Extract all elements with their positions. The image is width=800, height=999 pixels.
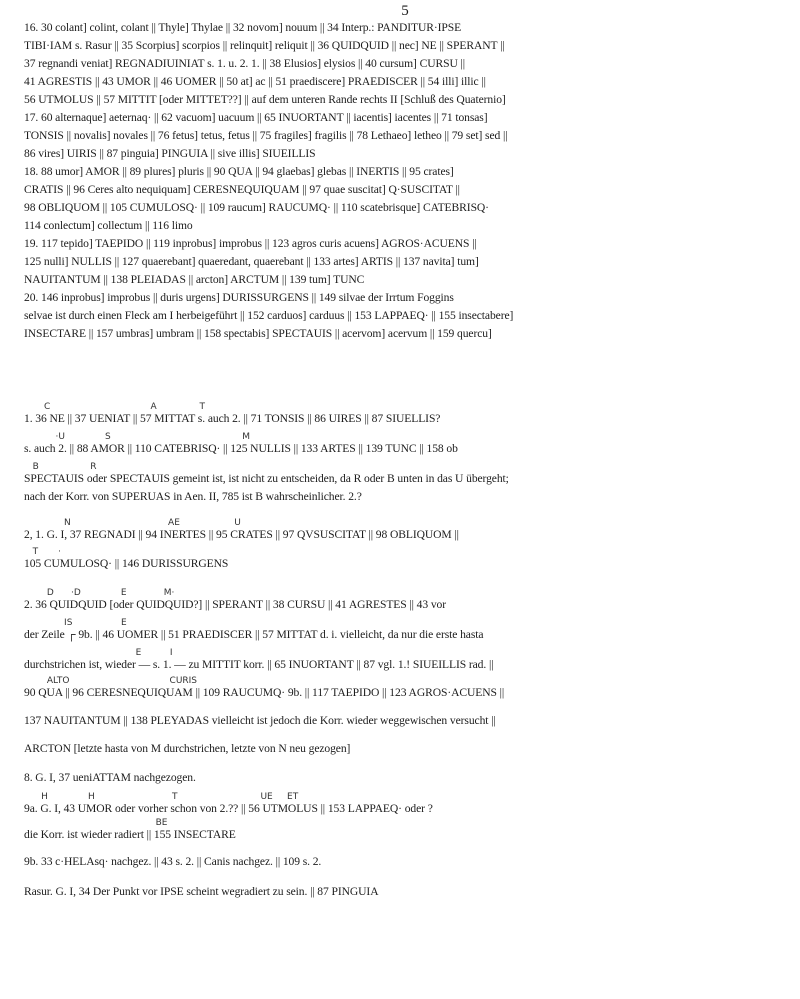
- apparatus-line: 1. 36 NE || 37 UENIAT || 57 MITTAT s. auch 2. || 71 TONSIS || 86 UIRES || 87 SIUELLIS?: [24, 412, 441, 425]
- apparatus-line: TONSIS || novalis] novales || 76 fetus] tetus, fetus || 75 fragiles] fragilis || 78 Lethaeo] letheo || 79 set] sed ||: [24, 129, 508, 142]
- apparatus-line: durchstrichen ist, wieder — s. 1. — zu MITTIT korr. || 65 INUORTANT || 87 vgl. 1.! SIUEILLIS rad. ||: [24, 658, 494, 671]
- apparatus-line: 2, 1. G. I, 37 REGNADI || 94 INERTES || 95 CRATES || 97 QVSUSCITAT || 98 OBLIQUOM ||: [24, 528, 459, 541]
- apparatus-line: ARCTON [letzte hasta von M durchstrichen, letzte von N neu gezogen]: [24, 742, 351, 755]
- apparatus-line: 137 NAUITANTUM || 138 PLEYADAS vielleicht ist jedoch die Korr. wieder weggewischen versucht ||: [24, 714, 496, 727]
- page: [24, 0, 786, 999]
- superscript-correction: C A T: [24, 402, 206, 412]
- apparatus-line: 41 AGRESTIS || 43 UMOR || 46 UOMER || 50 at] ac || 51 praediscere] PRAEDISCER || 54 illi] illic ||: [24, 75, 486, 88]
- apparatus-line: Rasur. G. I, 34 Der Punkt vor IPSE scheint wegradiert zu sein. || 87 PINGUIA: [24, 885, 379, 898]
- apparatus-line: 90 QUA || 96 CERESNEQUIQUAM || 109 RAUCUMQ· 9b. || 117 TAEPIDO || 123 AGROS·ACUENS ||: [24, 686, 505, 699]
- apparatus-line: 98 OBLIQUOM || 105 CUMULOSQ· || 109 raucum] RAUCUMQ· || 110 scatebrisque] CATEBRISQ·: [24, 201, 489, 214]
- apparatus-line: TIBI·IAM s. Rasur || 35 Scorpius] scorpios || relinquit] reliquit || 36 QUIDQUID || nec] NE || SPERANT ||: [24, 39, 505, 52]
- superscript-correction: T ·: [24, 547, 61, 557]
- superscript-correction: IS E: [24, 618, 127, 628]
- apparatus-line: 20. 146 inprobus] improbus || duris urgens] DURISSURGENS || 149 silvae der Irrtum Foggins: [24, 291, 454, 304]
- apparatus-line: INSECTARE || 157 umbras] umbram || 158 spectabis] SPECTAUIS || acervom] acervum || 159 quercu]: [24, 327, 492, 340]
- apparatus-line: NAUITANTUM || 138 PLEIADAS || arcton] ARCTUM || 139 tum] TUNC: [24, 273, 365, 286]
- apparatus-line: 125 nulli] NULLIS || 127 quaerebant] quaeredant, quaerebant || 133 artes] ARTIS || 137 navita] tum]: [24, 255, 479, 268]
- apparatus-line: 9b. 33 c·HELAsq· nachgez. || 43 s. 2. || Canis nachgez. || 109 s. 2.: [24, 855, 322, 868]
- superscript-correction: BE: [24, 818, 168, 828]
- apparatus-line: s. auch 2. || 88 AMOR || 110 CATEBRISQ· || 125 NULLIS || 133 ARTES || 139 TUNC || 158 ob: [24, 442, 458, 455]
- apparatus-line: 105 CUMULOSQ· || 146 DURISSURGENS: [24, 557, 229, 570]
- page-number: 5: [401, 3, 409, 19]
- apparatus-line: 2. 36 QUIDQUID [oder QUIDQUID?] || SPERANT || 38 CURSU || 41 AGRESTES || 43 vor: [24, 598, 447, 611]
- apparatus-line: 114 conlectum] collectum || 116 limo: [24, 219, 193, 232]
- apparatus-line: 18. 88 umor] AMOR || 89 plures] pluris || 90 QUA || 94 glaebas] glebas || INERTIS || 95 crates]: [24, 165, 454, 178]
- apparatus-line: 8. G. I, 37 ueniATTAM nachgezogen.: [24, 771, 196, 784]
- apparatus-line: der Zeile ┌ 9b. || 46 UOMER || 51 PRAEDISCER || 57 MITTAT d. i. vielleicht, da nur die erste hasta: [24, 628, 484, 641]
- apparatus-line: CRATIS || 96 Ceres alto nequiquam] CERESNEQUIQUAM || 97 quae suscitat] Q·SUSCITAT ||: [24, 183, 460, 196]
- apparatus-line: 17. 60 alternaque] aeternaq· || 62 vacuom] uacuum || 65 INUORTANT || iacentis] iacentes || 71 tonsas]: [24, 111, 488, 124]
- apparatus-line: 19. 117 tepido] TAEPIDO || 119 inprobus] improbus || 123 agros curis acuens] AGROS·ACUENS ||: [24, 237, 477, 250]
- apparatus-line: die Korr. ist wieder radiert || 155 INSECTARE: [24, 828, 236, 841]
- apparatus-line: 16. 30 colant] colint, colant || Thyle] Thylae || 32 novom] nouum || 34 Interp.: PANDITUR·IPSE: [24, 21, 462, 34]
- apparatus-line: SPECTAUIS oder SPECTAUIS gemeint ist, ist nicht zu entscheiden, da R oder B unten in das U übergeht;: [24, 472, 509, 485]
- superscript-correction: E I: [24, 648, 173, 658]
- apparatus-line: 9a. G. I, 43 UMOR oder vorher schon von 2.?? || 56 UTMOLUS || 153 LAPPAEQ· oder ?: [24, 802, 433, 815]
- apparatus-line: selvae ist durch einen Fleck am I herbeigeführt || 152 carduos] carduus || 153 LAPPAEQ· || 155 insectabere]: [24, 309, 514, 322]
- superscript-correction: ·U S M: [24, 432, 251, 442]
- superscript-correction: H H T UE ET: [24, 792, 299, 802]
- superscript-correction: D ·D E M·: [24, 588, 175, 598]
- superscript-correction: B R: [24, 462, 97, 472]
- apparatus-line: 37 regnandi veniat] REGNADIUINIAT s. 1. u. 2. 1. || 38 Elusios] elysios || 40 cursum] CURSU ||: [24, 57, 465, 70]
- superscript-correction: ALTO CURIS: [24, 676, 198, 686]
- superscript-correction: N AE U: [24, 518, 241, 528]
- apparatus-line: 86 vires] UIRIS || 87 pinguia] PINGUIA || sive illis] SIUEILLIS: [24, 147, 316, 160]
- apparatus-line: nach der Korr. von SUPERUAS in Aen. II, 785 ist B wahrscheinlicher. 2.?: [24, 490, 362, 503]
- apparatus-line: 56 UTMOLUS || 57 MITTIT [oder MITTET??] || auf dem unteren Rande rechts II [Schluß des Quaternio]: [24, 93, 506, 106]
